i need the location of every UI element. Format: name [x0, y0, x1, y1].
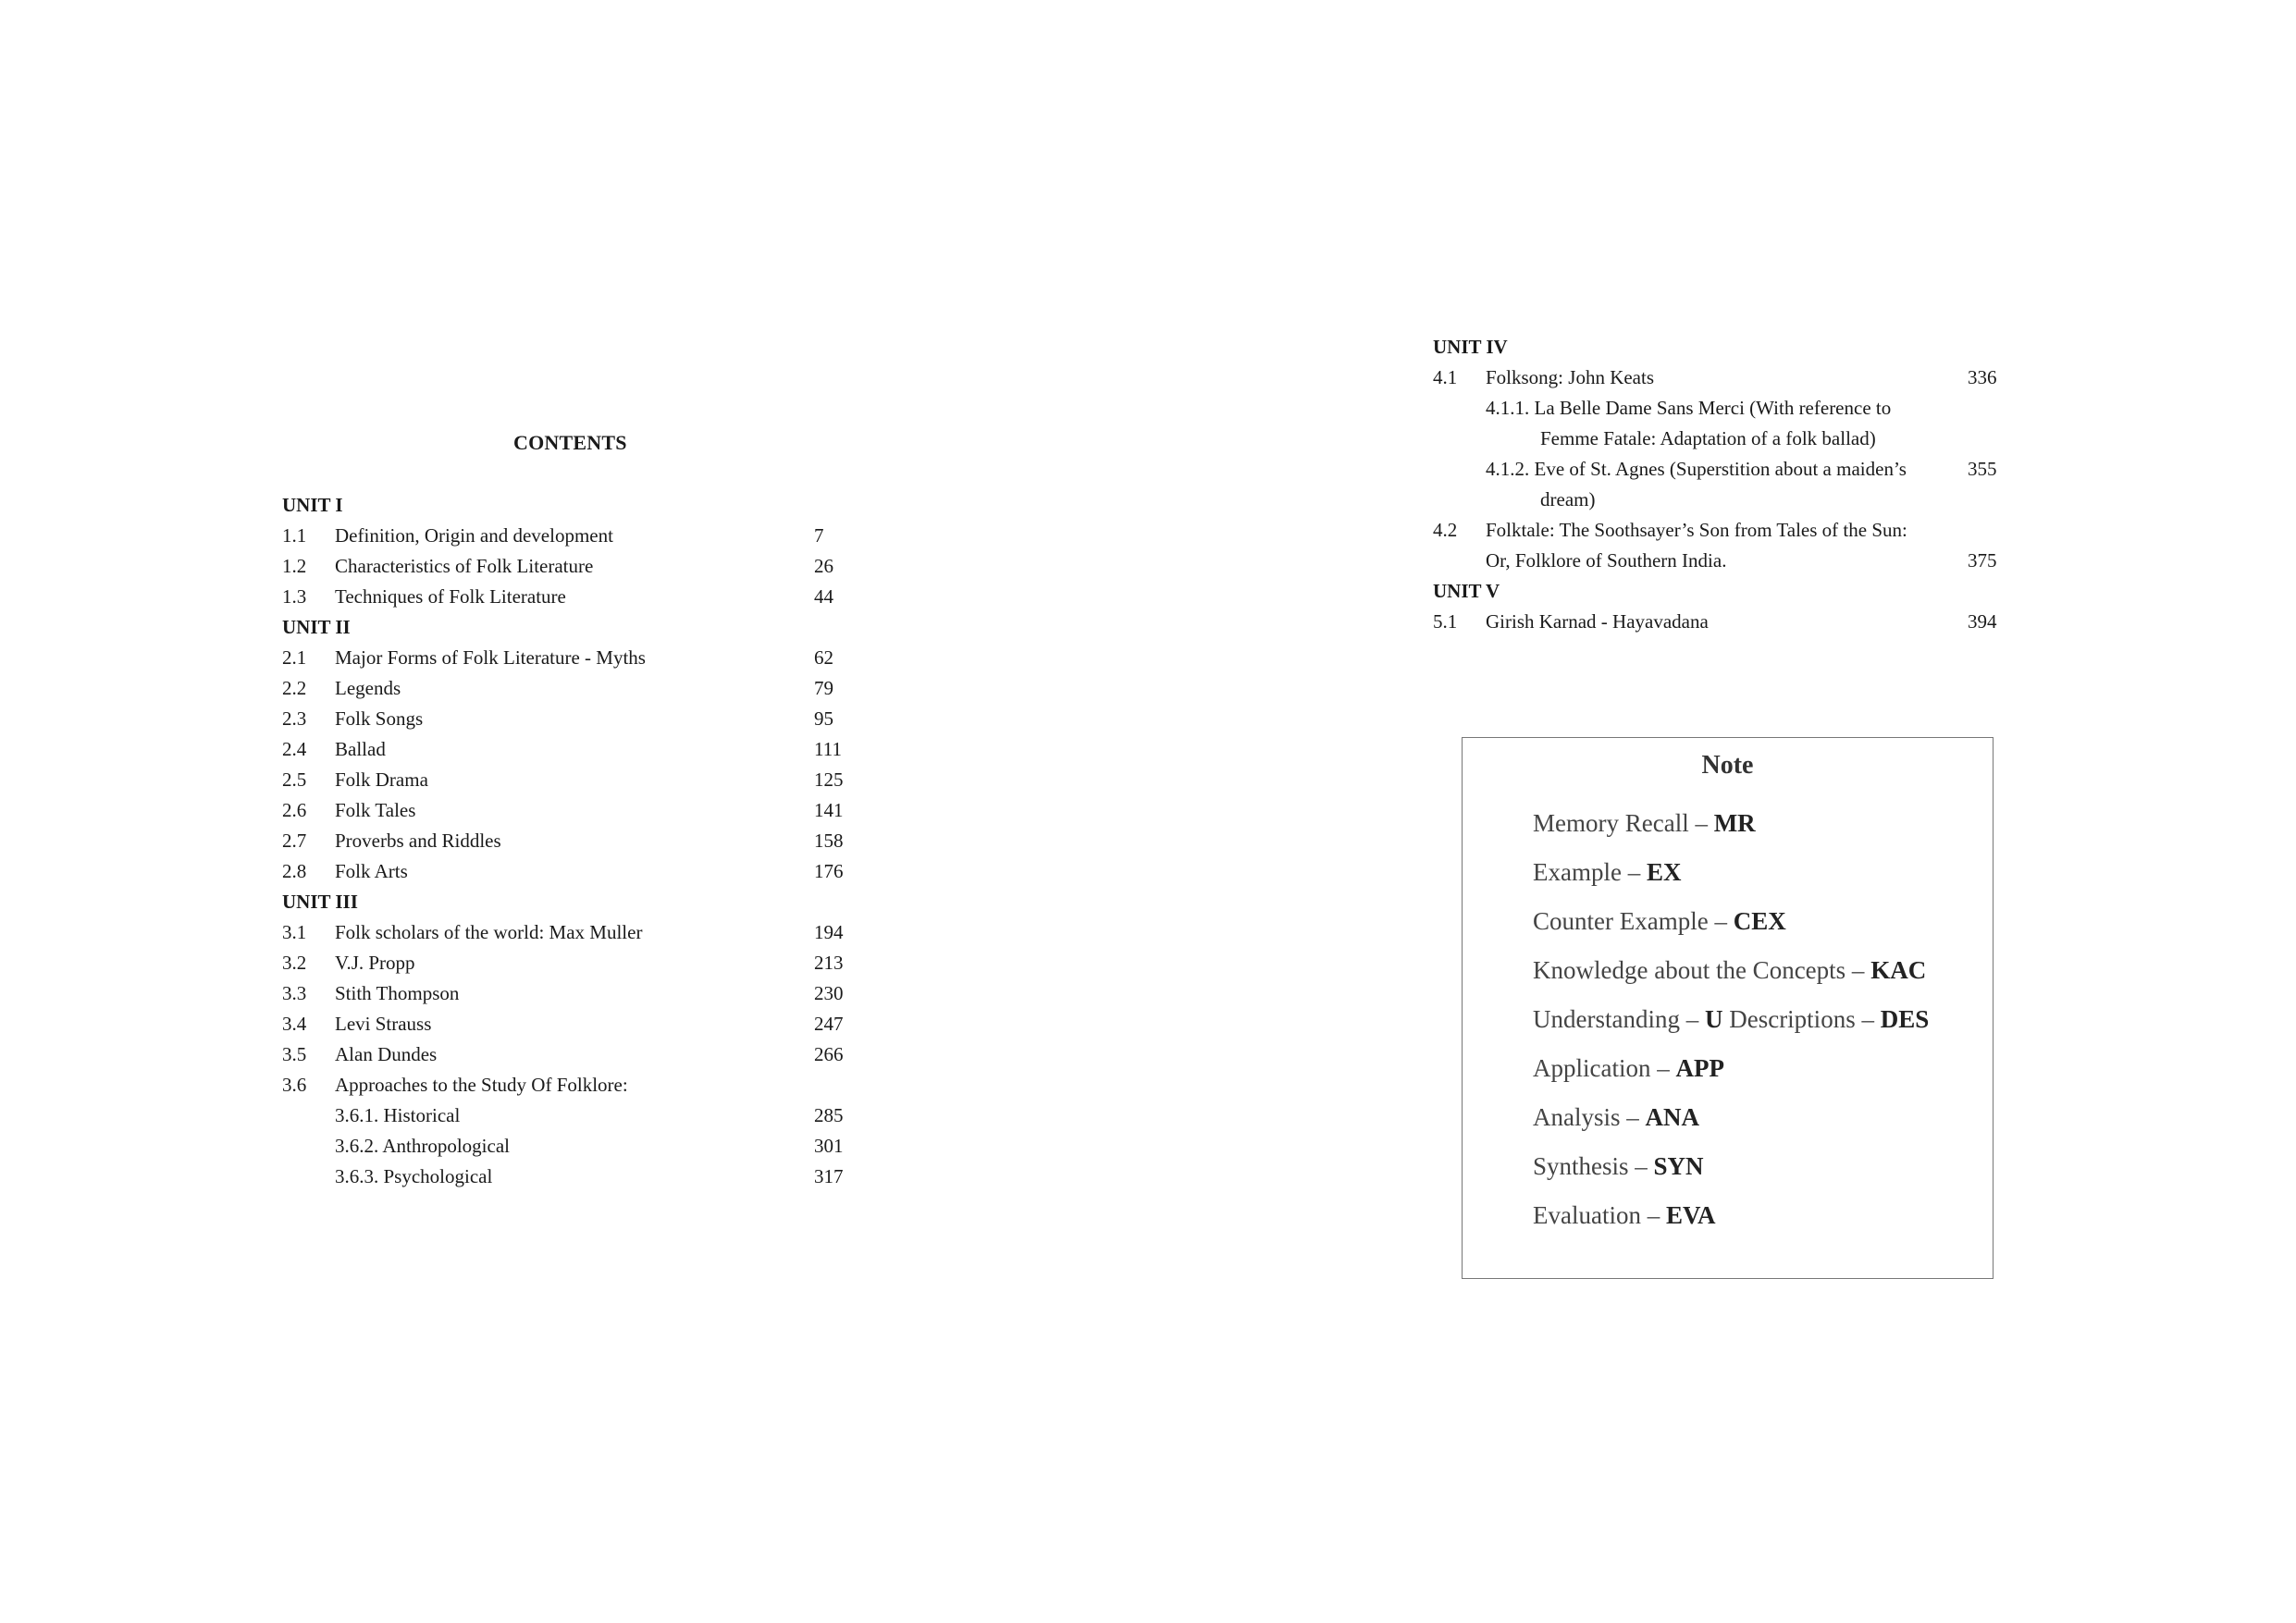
note-item [1533, 1191, 1929, 1240]
toc-entry[interactable] [282, 704, 856, 734]
note-item-text: Example – [1533, 858, 1647, 886]
note-item-text: Synthesis – [1533, 1152, 1654, 1180]
entry-page: 317 [814, 1165, 844, 1187]
entry-page: 336 [1968, 366, 1997, 388]
entry-title: 4.1.1. La Belle Dame Sans Merci (With reference to [1486, 397, 1892, 419]
entry-page: 194 [814, 921, 844, 943]
toc-entry[interactable] [282, 795, 856, 826]
entry-title: 3.6.3. Psychological [335, 1165, 493, 1187]
note-item-abbr: ANA [1645, 1103, 1699, 1131]
toc-right [1433, 332, 2006, 637]
entry-page: 125 [814, 768, 844, 791]
entry-title: 4.1.2. Eve of St. Agnes (Superstition about a maiden’s [1486, 458, 1907, 480]
note-item [1533, 848, 1929, 897]
toc-subentry[interactable] [282, 1100, 856, 1131]
note-item [1533, 1142, 1929, 1191]
entry-number: 2.3 [282, 707, 307, 730]
entry-title: Definition, Origin and development [335, 524, 613, 547]
entry-number: 1.1 [282, 524, 307, 547]
toc-subentry-continuation [1433, 424, 2006, 454]
toc-entry-continuation [1433, 546, 2006, 576]
entry-page: 230 [814, 982, 844, 1004]
entry-number: 2.8 [282, 860, 307, 882]
note-item [1533, 1044, 1929, 1093]
toc-entry[interactable] [282, 917, 856, 948]
note-item-text: Analysis – [1533, 1103, 1646, 1131]
toc-entry[interactable] [1433, 607, 2006, 637]
entry-title: Approaches to the Study Of Folklore: [335, 1074, 628, 1096]
entry-title: Characteristics of Folk Literature [335, 555, 594, 577]
entry-title-continued: dream) [1540, 488, 1596, 510]
note-item [1533, 897, 1929, 946]
toc-subentry[interactable] [282, 1162, 856, 1192]
entry-page: 285 [814, 1104, 844, 1126]
entry-number: 3.2 [282, 952, 307, 974]
entry-number: 5.1 [1433, 610, 1458, 633]
unit-heading: UNIT III [282, 891, 358, 913]
toc-entry[interactable] [282, 551, 856, 582]
entry-title-continued: Femme Fatale: Adaptation of a folk ballad) [1540, 427, 1876, 449]
entry-title: Folksong: John Keats [1486, 366, 1655, 388]
entry-title: Stith Thompson [335, 982, 460, 1004]
entry-number: 3.4 [282, 1013, 307, 1035]
entry-page: 213 [814, 952, 844, 974]
note-item-abbr: SYN [1653, 1152, 1704, 1180]
entry-title: Techniques of Folk Literature [335, 585, 566, 608]
toc-subentry[interactable] [1433, 393, 2006, 424]
entry-page: 176 [814, 860, 844, 882]
toc-entry[interactable] [282, 1009, 856, 1039]
entry-title: Folk Drama [335, 768, 428, 791]
entry-page: 79 [814, 677, 833, 699]
entry-number: 3.3 [282, 982, 307, 1004]
entry-title: Folktale: The Soothsayer’s Son from Tales of the Sun: [1486, 519, 1907, 541]
entry-page: 375 [1968, 549, 1997, 572]
note-item-abbr: U [1704, 1005, 1723, 1033]
toc-entry[interactable] [282, 734, 856, 765]
entry-title: Folk Arts [335, 860, 408, 882]
entry-number: 2.4 [282, 738, 307, 760]
entry-number: 2.2 [282, 677, 307, 699]
unit-heading: UNIT IV [1433, 336, 1508, 358]
entry-number: 4.1 [1433, 366, 1458, 388]
note-item [1533, 799, 1929, 848]
note-box [1462, 737, 1994, 1279]
toc-entry[interactable] [282, 643, 856, 673]
unit-heading: UNIT II [282, 616, 351, 638]
toc-entry[interactable] [1433, 515, 2006, 546]
entry-title: Major Forms of Folk Literature - Myths [335, 646, 646, 669]
entry-page: 394 [1968, 610, 1997, 633]
entry-page: 62 [814, 646, 833, 669]
entry-title: Alan Dundes [335, 1043, 438, 1065]
unit-heading: UNIT V [1433, 580, 1500, 602]
entry-number: 1.2 [282, 555, 307, 577]
entry-page: 111 [814, 738, 842, 760]
entry-title: V.J. Propp [335, 952, 415, 974]
toc-entry[interactable] [282, 978, 856, 1009]
note-item-abbr: CEX [1733, 907, 1786, 935]
toc-entry[interactable] [282, 1039, 856, 1070]
note-item-abbr: EX [1646, 858, 1682, 886]
entry-number: 2.1 [282, 646, 307, 669]
entry-page: 7 [814, 524, 824, 547]
toc-entry[interactable] [1433, 363, 2006, 393]
note-item-text: Understanding – [1533, 1005, 1705, 1033]
note-item-abbr: KAC [1870, 956, 1927, 984]
note-item-text: Counter Example – [1533, 907, 1734, 935]
note-heading: Note [1701, 751, 1754, 780]
note-item [1533, 1093, 1929, 1142]
entry-title: Levi Strauss [335, 1013, 432, 1035]
contents-heading: CONTENTS [513, 431, 627, 454]
entry-page: 26 [814, 555, 833, 577]
note-item-abbr: MR [1713, 809, 1756, 837]
toc-entry[interactable] [282, 582, 856, 612]
note-item [1533, 995, 1929, 1044]
entry-page: 266 [814, 1043, 844, 1065]
note-item-text: Evaluation – [1533, 1201, 1666, 1229]
toc-subentry[interactable] [282, 1131, 856, 1162]
entry-page: 247 [814, 1013, 844, 1035]
toc-subentry-continuation [1433, 485, 2006, 515]
toc-entry[interactable] [282, 948, 856, 978]
right-page [1148, 0, 2296, 1623]
unit-heading: UNIT I [282, 494, 343, 516]
entry-number: 3.5 [282, 1043, 307, 1065]
entry-number: 4.2 [1433, 519, 1458, 541]
toc-left [282, 490, 856, 1192]
entry-number: 2.5 [282, 768, 307, 791]
entry-page: 355 [1968, 458, 1997, 480]
entry-title: Folk Songs [335, 707, 424, 730]
toc-entry[interactable] [282, 1070, 856, 1100]
entry-title: 3.6.1. Historical [335, 1104, 461, 1126]
entry-title: Legends [335, 677, 401, 699]
note-item [1533, 946, 1929, 995]
note-item-abbr: APP [1675, 1054, 1724, 1082]
toc-entry[interactable] [282, 856, 856, 887]
entry-title: Folk scholars of the world: Max Muller [335, 921, 643, 943]
note-item-abbr: EVA [1665, 1201, 1716, 1229]
note-item-text: Memory Recall – [1533, 809, 1714, 837]
entry-number: 1.3 [282, 585, 307, 608]
entry-page: 301 [814, 1135, 844, 1157]
entry-page: 141 [814, 799, 844, 821]
entry-title: Folk Tales [335, 799, 416, 821]
toc-entry[interactable] [282, 521, 856, 551]
note-item-text: Knowledge about the Concepts – [1533, 956, 1871, 984]
entry-title: Proverbs and Riddles [335, 830, 501, 852]
entry-page: 44 [814, 585, 833, 608]
note-item-text: Descriptions – [1722, 1005, 1881, 1033]
entry-page: 158 [814, 830, 844, 852]
entry-title: Ballad [335, 738, 386, 760]
entry-title: Girish Karnad - Hayavadana [1486, 610, 1709, 633]
note-item-abbr: DES [1880, 1005, 1930, 1033]
toc-entry[interactable] [282, 765, 856, 795]
note-item-text: Application – [1533, 1054, 1676, 1082]
note-list [1533, 799, 1929, 1240]
entry-number: 3.1 [282, 921, 307, 943]
entry-number: 2.6 [282, 799, 307, 821]
entry-number: 3.6 [282, 1074, 307, 1096]
entry-title: 3.6.2. Anthropological [335, 1135, 510, 1157]
entry-title-continued: Or, Folklore of Southern India. [1486, 549, 1727, 572]
toc-entry[interactable] [282, 673, 856, 704]
entry-page: 95 [814, 707, 833, 730]
entry-number: 2.7 [282, 830, 307, 852]
toc-subentry[interactable] [1433, 454, 2006, 485]
toc-entry[interactable] [282, 826, 856, 856]
